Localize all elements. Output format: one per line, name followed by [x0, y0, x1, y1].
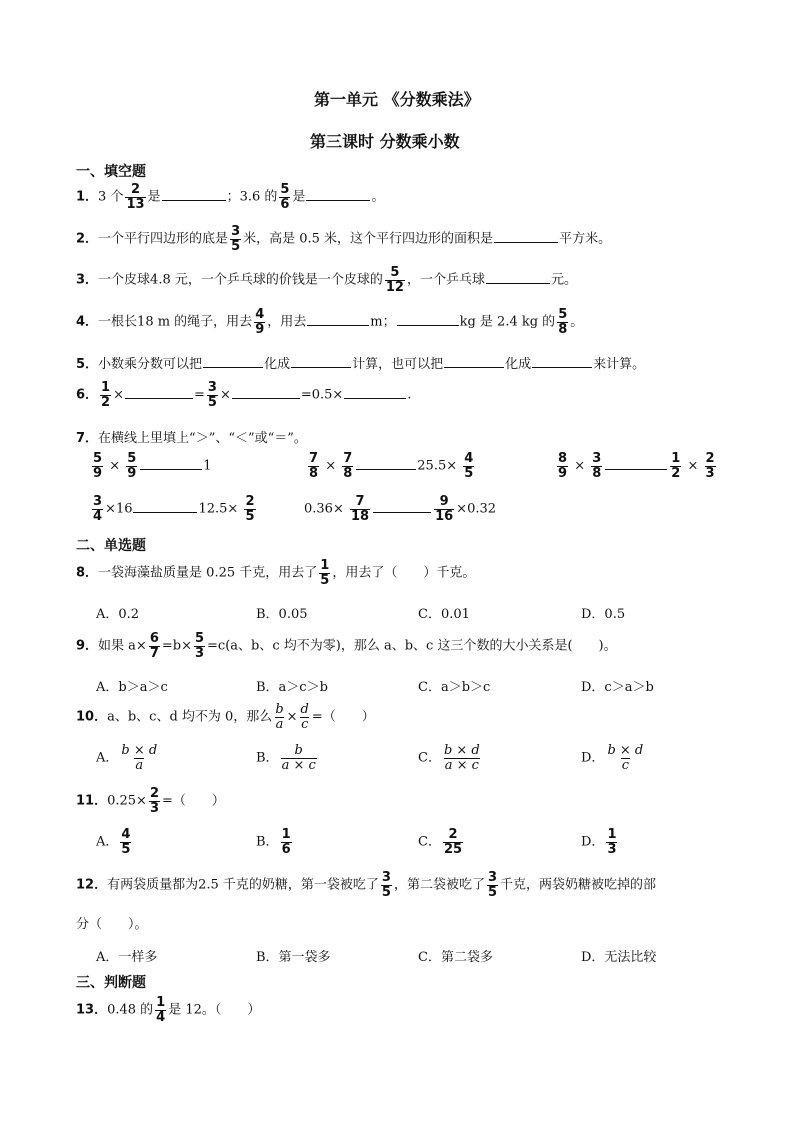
option-d[interactable]: D． $\frac{1}{3}$ — [581, 827, 617, 857]
answer-blank[interactable] — [444, 366, 504, 368]
answer-blank[interactable] — [494, 241, 558, 243]
option-a[interactable]: A．b＞a＞c — [96, 680, 168, 695]
question-13: 13．0.48 的 $\frac{1}{4}$ 是 12。（ ） — [76, 995, 261, 1025]
answer-blank[interactable] — [344, 397, 406, 399]
option-a[interactable]: A．0.2 — [96, 607, 140, 622]
section-heading-choice: 二、单选题 — [76, 538, 146, 554]
answer-blank[interactable] — [373, 511, 431, 513]
section-heading-fill: 一、填空题 — [76, 164, 146, 180]
question-10: 10．a、b、c、d 均不为 0，那么 $\frac{b}{a}$ × $\frac{d}{c}$ =（ ） — [76, 702, 375, 732]
fraction: $\frac{5}{8}$ — [558, 307, 568, 337]
question-1: 1．3 个 $\frac{2}{13}$ 是 ；3.6 的 $\frac{5}{6}$ 是 。 — [76, 182, 385, 212]
fraction: $\frac{d}{c}$ — [300, 702, 309, 732]
question-5: 5．小数乘分数可以把 化成 计算，也可以把 化成 来计算。 — [76, 357, 646, 372]
compare-item: $\frac{3}{4}$ ×16 12.5× $\frac{2}{5}$ — [93, 494, 255, 524]
option-a[interactable]: A．一样多 — [96, 950, 158, 965]
fraction: $\frac{1}{5}$ — [320, 558, 330, 588]
fraction: $\frac{3}{5}$ — [381, 870, 391, 900]
option-d[interactable]: D． $\frac{b \times d}{c}$ — [581, 743, 644, 773]
question-2: 2．一个平行四边形的底是 $\frac{3}{5}$ 米，高是 0.5 米，这个平行四边形的面积是 平方米。 — [76, 224, 612, 254]
question-12-continued: 分（ ）。 — [76, 917, 148, 932]
answer-blank[interactable] — [203, 366, 263, 368]
fraction: $\frac{5}{12}$ — [385, 265, 404, 295]
option-d[interactable]: D．无法比较 — [581, 950, 657, 965]
option-d[interactable]: D．0.5 — [581, 607, 626, 622]
option-b[interactable]: B． $\frac{b}{a \times c}$ — [256, 743, 316, 773]
answer-blank[interactable] — [356, 468, 416, 470]
answer-blank[interactable] — [291, 366, 351, 368]
option-c[interactable]: C．a＞b＞c — [418, 680, 491, 695]
answer-blank[interactable] — [125, 397, 193, 399]
fraction: $\frac{b}{a}$ — [275, 702, 284, 732]
option-a[interactable]: A． $\frac{4}{5}$ — [96, 827, 131, 857]
answer-blank[interactable] — [162, 199, 226, 201]
answer-blank[interactable] — [140, 468, 202, 470]
fraction: $\frac{5}{3}$ — [194, 631, 205, 661]
compare-item: $\frac{5}{9}$ × $\frac{5}{9}$ 1 — [93, 451, 212, 481]
question-9: 9．如果 a× $\frac{6}{7}$ =b× $\frac{5}{3}$ =c(a、b、c 均不为零)，那么 a、b、c 这三个数的大小关系是( )。 — [76, 631, 617, 661]
fraction: $\frac{3}{5}$ — [487, 870, 498, 900]
option-b[interactable]: B．a＞c＞b — [256, 680, 328, 695]
page-subtitle: 第三课时 分数乘小数 — [310, 132, 460, 151]
option-c[interactable]: C．0.01 — [418, 607, 470, 622]
fraction: $\frac{2}{3}$ — [149, 786, 159, 816]
question-8: 8．一袋海藻盐质量是 0.25 千克，用去了 $\frac{1}{5}$ ，用去了（ ）千克。 — [76, 558, 476, 588]
fraction: $\frac{5}{6}$ — [280, 182, 290, 212]
option-c[interactable]: C． $\frac{b \times d}{a \times c}$ — [418, 743, 480, 773]
fraction: $\frac{1}{2}$ — [101, 380, 111, 410]
compare-item: 0.36× $\frac{7}{18}$ $\frac{9}{16}$ ×0.32 — [304, 494, 497, 524]
answer-blank[interactable] — [307, 324, 369, 326]
option-b[interactable]: B．0.05 — [256, 607, 308, 622]
answer-blank[interactable] — [605, 468, 667, 470]
option-b[interactable]: B．第一袋多 — [256, 950, 331, 965]
answer-blank[interactable] — [532, 366, 592, 368]
question-3: 3．一个皮球4.8 元，一个乒乓球的价钱是一个皮球的 $\frac{5}{12}$ ，一个乒乓球 元。 — [76, 265, 577, 295]
page-title: 第一单元 《分数乘法》 — [314, 90, 480, 109]
option-d[interactable]: D．c＞a＞b — [581, 680, 654, 695]
question-11: 11．0.25× $\frac{2}{3}$ =（ ） — [76, 786, 225, 816]
answer-blank[interactable] — [486, 282, 550, 284]
option-c[interactable]: C． $\frac{2}{25}$ — [418, 827, 463, 857]
answer-blank[interactable] — [306, 199, 370, 201]
fraction: $\frac{3}{5}$ — [207, 380, 217, 410]
option-a[interactable]: A． $\frac{b \times d}{a}$ — [96, 743, 158, 773]
fraction: $\frac{2}{13}$ — [126, 182, 145, 212]
option-b[interactable]: B． $\frac{1}{6}$ — [256, 827, 291, 857]
fraction: $\frac{3}{5}$ — [231, 224, 241, 254]
fraction: $\frac{4}{9}$ — [255, 307, 265, 337]
question-7: 7．在横线上里填上“＞”、“＜”或“＝”。 — [76, 431, 307, 446]
fraction: $\frac{6}{7}$ — [149, 631, 159, 661]
question-6: 6． $\frac{1}{2}$ × = $\frac{3}{5}$ × =0.5× . — [76, 380, 412, 410]
answer-blank[interactable] — [397, 324, 459, 326]
compare-item: $\frac{8}{9}$ × $\frac{3}{8}$ $\frac{1}{2}$ × $\frac{2}{3}$ — [558, 451, 715, 481]
answer-blank[interactable] — [133, 511, 197, 513]
question-12: 12．有两袋质量都为2.5 千克的奶糖，第一袋被吃了 $\frac{3}{5}$ ，第二袋被吃了 $\frac{3}{5}$ 千克，两袋奶糖被吃掉的部 — [76, 870, 657, 900]
option-c[interactable]: C．第二袋多 — [418, 950, 493, 965]
question-4: 4．一根长18 m 的绳子，用去 $\frac{4}{9}$ ，用去 m； kg 是 2.4 kg 的 $\frac{5}{8}$ 。 — [76, 307, 584, 337]
section-heading-judge: 三、判断题 — [76, 975, 146, 991]
compare-item: $\frac{7}{8}$ × $\frac{7}{8}$ 25.5× $\frac{4}{5}$ — [309, 451, 474, 481]
answer-blank[interactable] — [232, 397, 300, 399]
fraction: $\frac{1}{4}$ — [156, 995, 166, 1025]
